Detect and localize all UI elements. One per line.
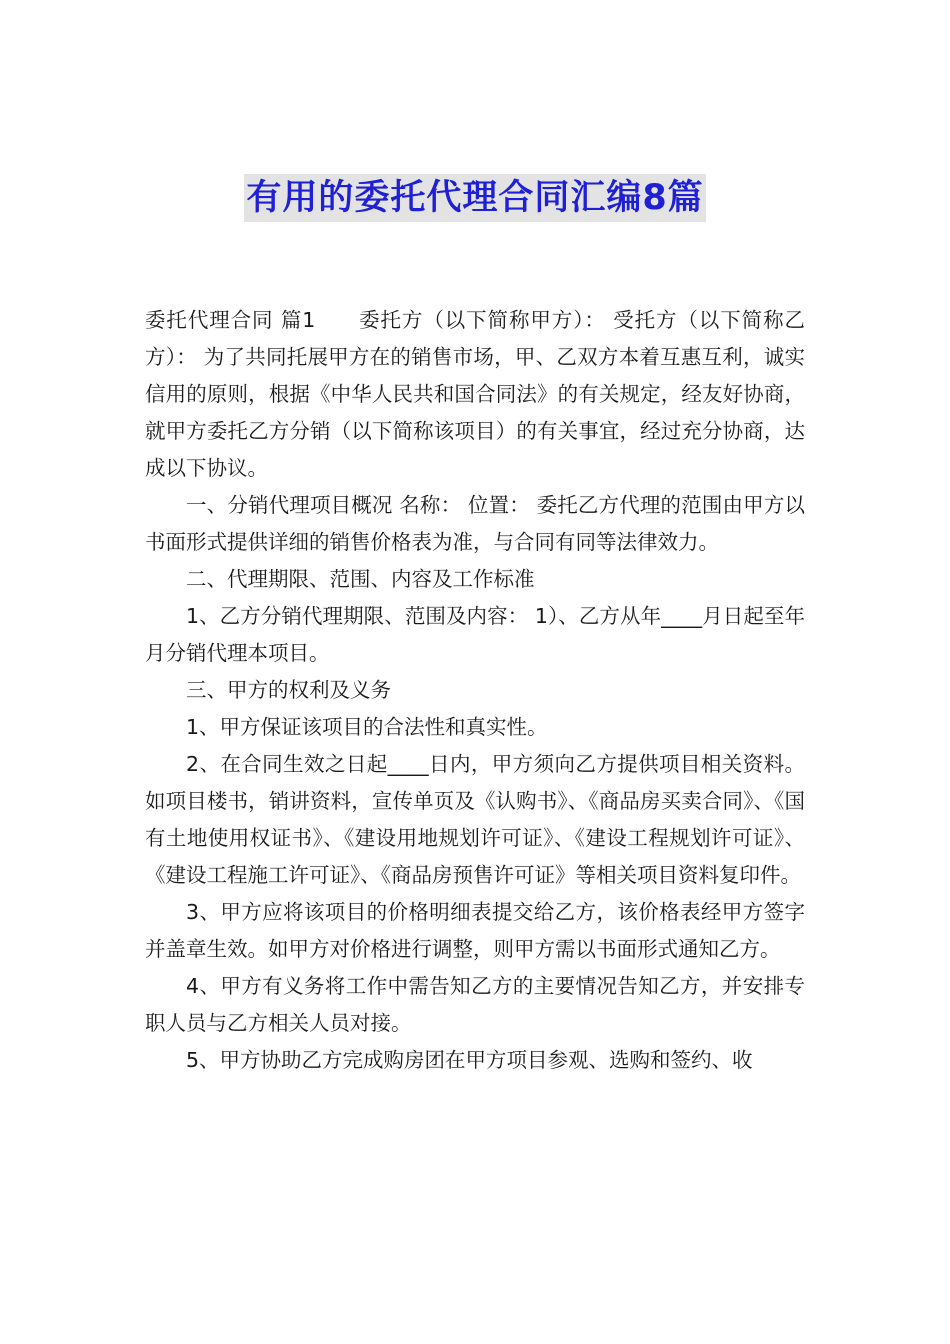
paragraph-section-2-heading: 二、代理期限、范围、内容及工作标准 [186, 567, 535, 591]
paragraph-section-3-heading: 三、甲方的权利及义务 [186, 678, 391, 702]
title-container [0, 174, 950, 222]
paragraph-section-1: 一、分销代理项目概况 名称： 位置： 委托乙方代理的范围由甲方以书面形式提供详细的销售价格表为准，与合同有同等法律效力。 [145, 493, 805, 554]
paragraph-section-3-item-2: 2、在合同生效之日起____日内，甲方须向乙方提供项目相关资料。如项目楼书，销讲资料，宣传单页及《认购书》、《商品房买卖合同》、《国有土地使用权证书》、《建设用地规划许可证》、《建设工程规划许可证》、《建设工程施工许可证》、《商品房预售许可证》等相关项目资料复印件。 [145, 752, 805, 887]
document-body [145, 302, 805, 1079]
paragraph-section-3-item-1: 1、甲方保证该项目的合法性和真实性。 [186, 715, 548, 739]
paragraph-intro: 委托代理合同 篇1 委托方（以下简称甲方）： 受托方（以下简称乙方）： 为了共同托展甲方在的销售市场，甲、乙双方本着互惠互利，诚实信用的原则，根据《中华人民共和国合同法》的有关规定，经友好协商，就甲方委托乙方分销（以下简称该项目）的有关事宜，经过充分协商，达成以下协议。 [145, 308, 805, 480]
document-title: 有用的委托代理合同汇编8篇 [244, 174, 705, 222]
paragraph-section-2-item-1: 1、乙方分销代理期限、范围及内容： 1）、乙方从年____月日起至年月分销代理本项目。 [145, 604, 805, 665]
paragraph-section-3-item-3: 3、甲方应将该项目的价格明细表提交给乙方，该价格表经甲方签字并盖章生效。如甲方对价格进行调整，则甲方需以书面形式通知乙方。 [145, 900, 805, 961]
paragraph-section-3-item-5: 5、甲方协助乙方完成购房团在甲方项目参观、选购和签约、收 [186, 1048, 753, 1072]
paragraph-section-3-item-4: 4、甲方有义务将工作中需告知乙方的主要情况告知乙方，并安排专职人员与乙方相关人员对接。 [145, 974, 805, 1035]
